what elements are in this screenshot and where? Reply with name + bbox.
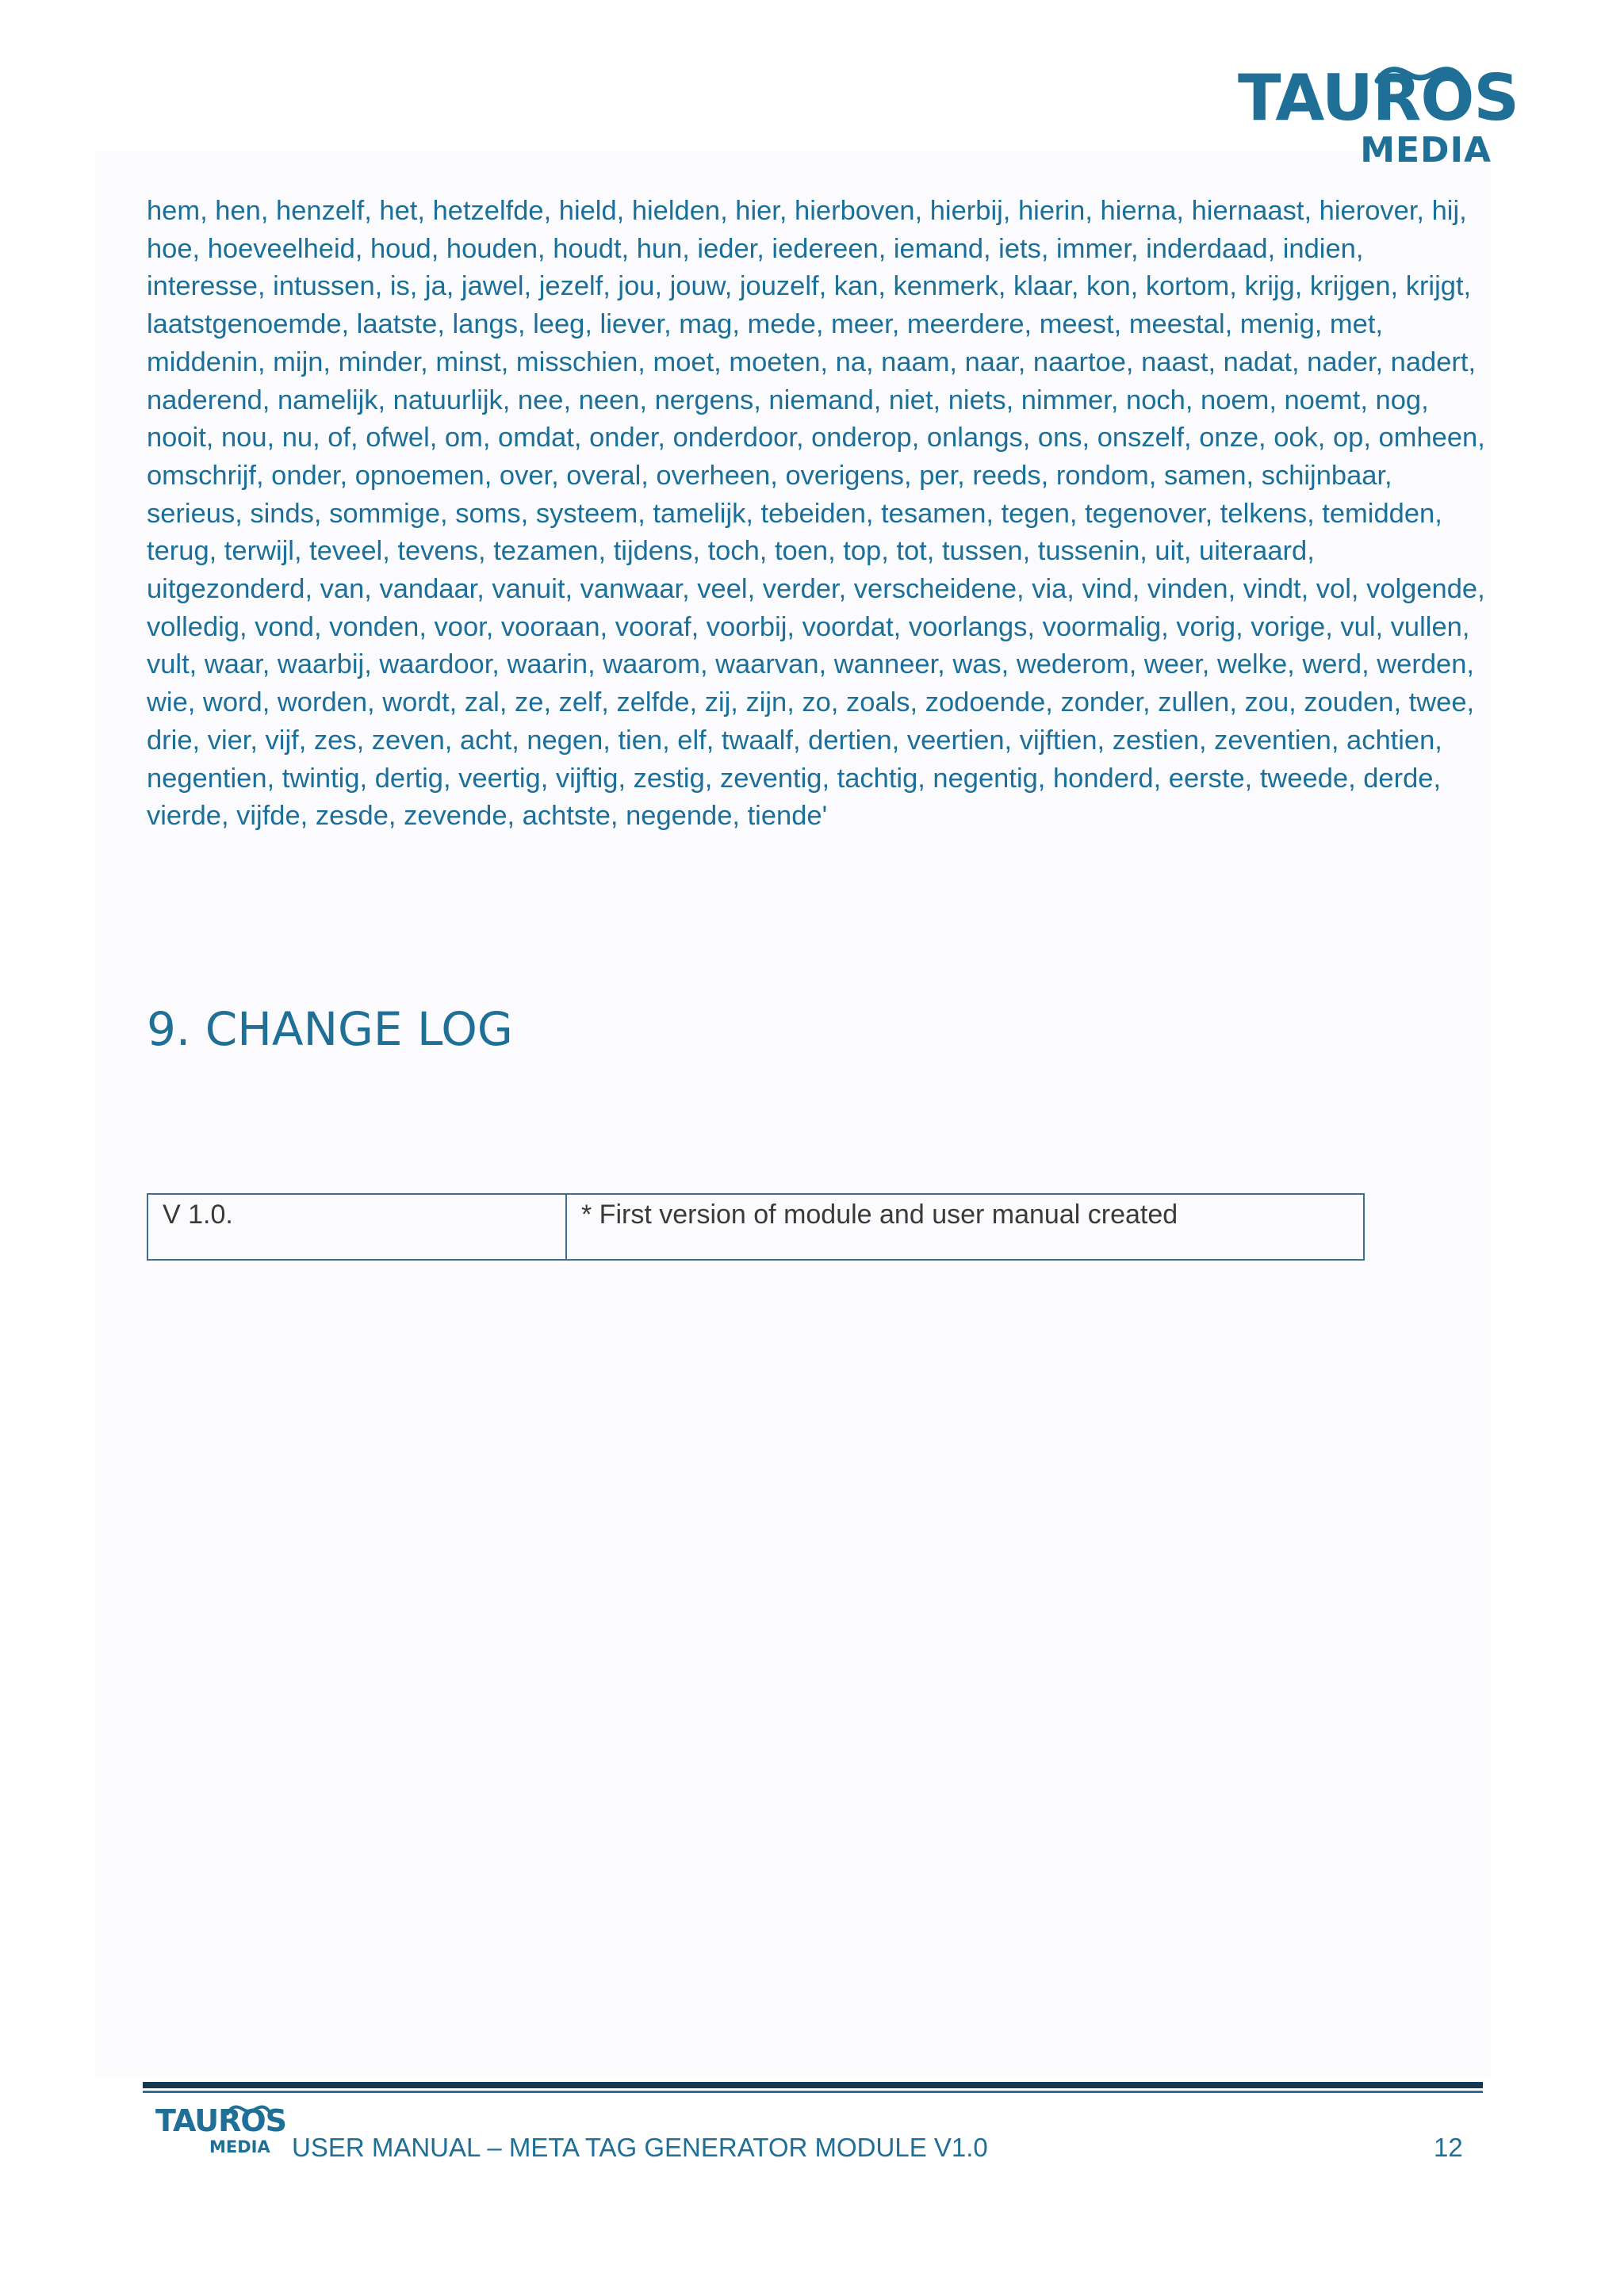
- section-title: 9. CHANGE LOG: [147, 1002, 513, 1056]
- logo-subword: MEDIA: [1360, 130, 1492, 170]
- changelog-description: * First version of module and user manual created: [566, 1194, 1364, 1260]
- footer-logo: [155, 2103, 286, 2160]
- stopword-list-text: hem, hen, henzelf, het, hetzelfde, hield, hielden, hier, hierboven, hierbij, hierin, hierna, hiernaast, hierover, hij, hoe, hoeveelheid, houd, houden, houdt, hun, ieder, iedereen, iemand, iets, immer, inderdaad, indien, interesse, intussen, is, ja, jawel, jezelf, jou, jouw, jouzelf, kan, kenmerk, klaar, kon, kortom, krijg, krijgen, krijgt, laatstgenoemde, laatste, langs, leeg, liever, mag, mede, meer, meerdere, meest, meestal, menig, met, middenin, mijn, minder, minst, misschien, moet, moeten, na, naam, naar, naartoe, naast, nadat, nader, nadert, naderend, namelijk, natuurlijk, nee, neen, nergens, niemand, niet, niets, nimmer, noch, noem, noemt, nog, nooit, nou, nu, of, ofwel, om, omdat, onder, onderdoor, onderop, onlangs, ons, onszelf, onze, ook, op, omheen, omschrijf, onder, opnoemen, over, overal, overheen, overigens, per, reeds, rondom, samen, schijnbaar, serieus, sinds, sommige, soms, systeem, tamelijk, tebeiden, tesamen, tegen, tegenover, telkens, temidden, terug, terwijl, teveel, tevens, tezamen, tijdens, toch, toen, top, tot, tussen, tussenin, uit, uiteraard, uitgezonderd, van, vandaar, vanuit, vanwaar, veel, verder, verscheidene, via, vind, vinden, vindt, vol, volgende, volledig, vond, vonden, voor, vooraan, vooraf, voorbij, voordat, voorlangs, voormalig, vorig, vorige, vul, vullen, vult, waar, waarbij, waardoor, waarin, waarom, waarvan, wanneer, was, wederom, weer, welke, werd, werden, wie, word, worden, wordt, zal, ze, zelf, zelfde, zij, zijn, zo, zoals, zodoende, zonder, zullen, zou, zouden, twee, drie, vier, vijf, zes, zeven, acht, negen, tien, elf, twaalf, dertien, veertien, vijftien, zestien, zeventien, achtien, negentien, twintig, dertig, veertig, vijftig, zestig, zeventig, tachtig, negentig, honderd, eerste, tweede, derde, vierde, vijfde, zesde, zevende, achtste, negende, tiende': [147, 196, 1485, 832]
- footer-divider: [143, 2082, 1483, 2088]
- page-number: 12: [1434, 2133, 1463, 2162]
- changelog-table: [147, 1193, 1365, 1261]
- footer-logo-word: TAUROS: [155, 2103, 286, 2138]
- table-row: [147, 1194, 1364, 1260]
- footer-logo-subword: MEDIA: [209, 2137, 270, 2156]
- footer-divider-thin: [143, 2091, 1483, 2093]
- logo-word: TAUROS: [1238, 61, 1519, 135]
- tauros-media-logo: [1238, 60, 1519, 171]
- changelog-version: V 1.0.: [147, 1194, 566, 1260]
- footer-title: USER MANUAL – META TAG GENERATOR MODULE V1.0: [292, 2133, 988, 2162]
